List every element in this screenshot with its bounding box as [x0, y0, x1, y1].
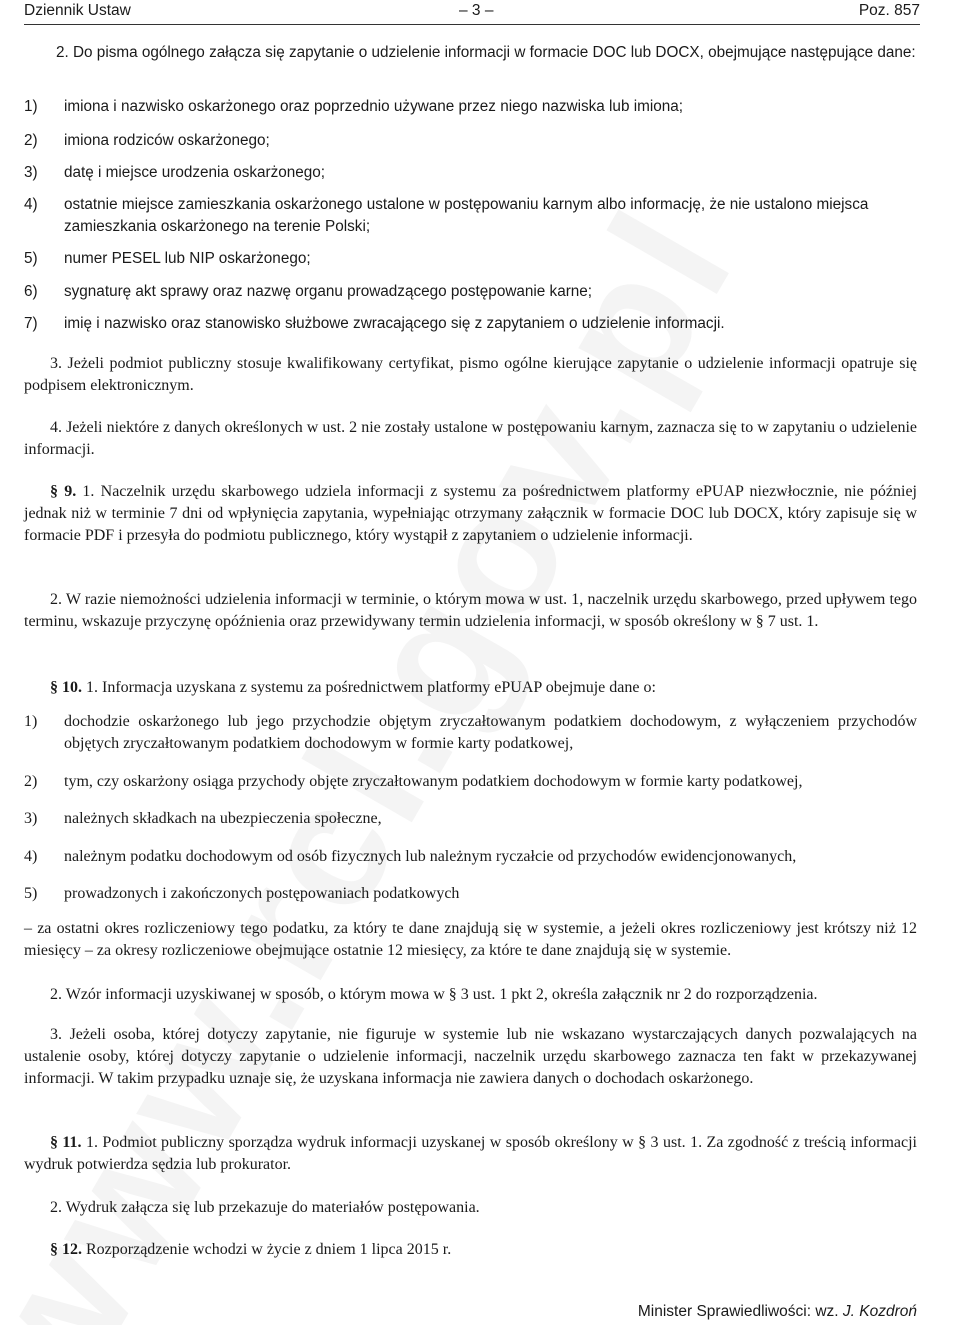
section-9-paragraph-1 [24, 481, 917, 547]
list-number: 5) [24, 885, 38, 902]
section-12-paragraph [24, 1239, 917, 1261]
list-number: 6) [24, 283, 38, 300]
signature-line [638, 1303, 917, 1321]
list-number: 3) [24, 810, 38, 827]
list-number: 2) [24, 773, 38, 790]
list-text: prowadzonych i zakończonych postępowaniach podatkowych [64, 885, 460, 902]
list-item [24, 96, 917, 118]
list-item [24, 808, 917, 830]
list-number: 1) [24, 713, 38, 730]
section-mark: § 12. [50, 1241, 82, 1258]
section-9-paragraph-2: 2. W razie niemożności udzielenia informacji w terminie, o którym mowa w ust. 1, naczelnik urzędu skarbowego, przed upływem tego terminu, wskazuje przyczynę opóźnienia oraz przewidywany termin udzielenia informacji, w sposób określony w § 7 ust. 1. [24, 591, 917, 630]
page-number: – 3 – [459, 2, 494, 19]
section-11-paragraph-1 [24, 1132, 917, 1176]
list-item [24, 883, 917, 905]
list-item [24, 130, 917, 152]
list-item [24, 281, 917, 303]
position-number: Poz. 857 [858, 2, 920, 19]
list-number: 1) [24, 98, 38, 115]
page-header [24, 0, 920, 25]
list-text: imiona i nazwisko oskarżonego oraz poprzednio używane przez niego nazwiska lub imiona; [64, 98, 684, 115]
list-text: sygnaturę akt sprawy oraz nazwę organu prowadzącego postępowanie karne; [64, 283, 593, 300]
list-item [24, 162, 917, 184]
list-text: imię i nazwisko oraz stanowisko służbowe zwracającego się z zapytaniem o udzielenie informacji. [64, 315, 725, 332]
list-item [24, 711, 917, 755]
section-mark: § 10. [50, 679, 82, 696]
list-text: ostatnie miejsce zamieszkania oskarżonego ustalone w postępowaniu karnym albo informację, że nie ustalono miejsca zamieszkania oskarżonego na terenie Polski; [64, 196, 869, 235]
section-mark: § 11. [50, 1134, 82, 1151]
minister-title: Minister Sprawiedliwości: wz. [637, 1303, 843, 1320]
list-number: 4) [24, 196, 38, 213]
section-mark: § 9. [50, 483, 77, 500]
journal-name: Dziennik Ustaw [24, 2, 131, 19]
dash-clause: – za ostatni okres rozliczeniowy tego podatku, za który te dane znajdują się w systemie, a jeżeli okres rozliczeniowy jest krótszy niż 12 miesięcy – za okresy rozliczeniowe obejmujące ostatnie 12 miesięcy, za które te dane znajdują się w systemie. [24, 920, 917, 959]
section-text: 1. Podmiot publiczny sporządza wydruk informacji uzyskanej w sposób określony w § 3 ust. 1. Za zgodność z treścią informacji wydruk potwierdza sędzia lub prokurator. [24, 1134, 917, 1173]
section-text: Rozporządzenie wchodzi w życie z dniem 1 lipca 2015 r. [82, 1241, 452, 1258]
signatory-name: J. Kozdroń [842, 1303, 917, 1320]
list-text: imiona rodziców oskarżonego; [64, 132, 270, 149]
list-number: 5) [24, 250, 38, 267]
paragraph-2-intro: 2. Do pisma ogólnego załącza się zapytanie o udzielenie informacji w formacie DOC lub DOCX, obejmujące następujące dane: [56, 44, 916, 61]
list-number: 7) [24, 315, 38, 332]
list-text: tym, czy oskarżony osiąga przychody objęte zryczałtowanym podatkiem dochodowym w formie karty podatkowej, [64, 773, 803, 790]
list-text: numer PESEL lub NIP oskarżonego; [64, 250, 311, 267]
list-item [24, 194, 917, 238]
section-10-paragraph-2: 2. Wzór informacji uzyskiwanej w sposób, o którym mowa w § 3 ust. 1 pkt 2, określa załącznik nr 2 do rozporządzenia. [50, 986, 818, 1003]
paragraph-3: 3. Jeżeli podmiot publiczny stosuje kwalifikowany certyfikat, pismo ogólne kierujące zapytanie o udzielenie informacji opatruje się podpisem elektronicznym. [24, 355, 917, 394]
list-item [24, 313, 917, 335]
list-number: 2) [24, 132, 38, 149]
list-text: dochodzie oskarżonego lub jego przychodzie objętym zryczałtowanym podatkiem dochodowym, z wyłączeniem przychodów objętych zryczałtowanym podatkiem dochodowym w formie karty podatkowej, [64, 713, 917, 752]
list-item [24, 771, 917, 793]
section-text: 1. Informacja uzyskana z systemu za pośrednictwem platformy ePUAP obejmuje dane o: [82, 679, 656, 696]
list-number: 4) [24, 848, 38, 865]
paragraph-4: 4. Jeżeli niektóre z danych określonych w ust. 2 nie zostały ustalone w postępowaniu karnym, zaznacza się to w zapytaniu o udzielenie informacji. [24, 419, 917, 458]
list-item [24, 248, 917, 270]
list-item [24, 846, 917, 868]
list-number: 3) [24, 164, 38, 181]
section-10-paragraph-1 [24, 677, 917, 699]
list-text: należnych składkach na ubezpieczenia społeczne, [64, 810, 382, 827]
list-text: należnym podatku dochodowym od osób fizycznych lub należnym ryczałcie od przychodów ewidencjonowanych, [64, 848, 797, 865]
section-11-paragraph-2: 2. Wydruk załącza się lub przekazuje do materiałów postępowania. [50, 1199, 480, 1216]
section-10-paragraph-3: 3. Jeżeli osoba, której dotyczy zapytanie, nie figuruje w systemie lub nie wskazano wystarczających danych pozwalających na ustalenie osoby, której dotyczy zapytanie o udzielenie informacji, naczelnik urzędu skarbowego zaznacza ten fakt w przekazywanej informacji. W takim przypadku uznaje się, że uzyskana informacja nie zawiera danych o dochodach oskarżonego. [24, 1026, 917, 1087]
section-text: 1. Naczelnik urzędu skarbowego udziela informacji z systemu za pośrednictwem platformy ePUAP niezwłocznie, nie później jednak niż w terminie 7 dni od wpłynięcia zapytania, wypełniając otrzymany załącznik w formacie DOC lub DOCX, który zapisuje się w formacie PDF i przesyła do podmiotu publicznego, który wystąpił z zapytaniem o udzielenie informacji. [24, 483, 918, 544]
list-text: datę i miejsce urodzenia oskarżonego; [64, 164, 326, 181]
